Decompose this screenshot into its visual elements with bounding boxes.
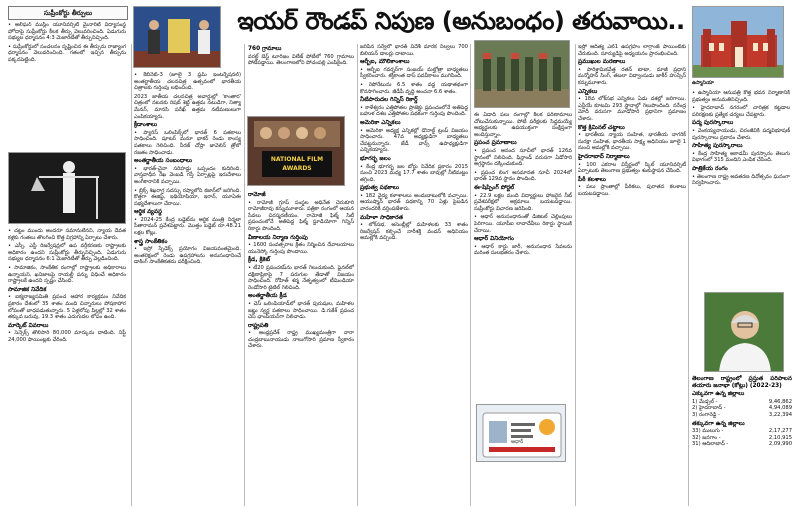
paragraph: • ప్రపంచ లింగ అసమానత సూచీ 2024లో భారత్ 129వ స్థానం పొందింది. xyxy=(474,169,572,183)
divider xyxy=(244,44,245,506)
parade-photo xyxy=(474,40,570,108)
column-1 xyxy=(8,22,126,150)
paragraph: • 2024-25 కేంద్ర బడ్జెట్‌ను ఆర్థిక మంత్రి నిర్మలా సీతారామన్ ప్రవేశపెట్టారు. మొత్తం బడ్జెట్ రూ.48.21 లక్షల కోట్లు. xyxy=(134,216,241,237)
paragraph: • పారిశ్రామికవేత్త రతన్ టాటా, మాజీ ప్రధాని మన్మోహన్ సింగ్, తబలా విద్వాంసుడు జాకీర్ హుస్సేన్ కన్నుమూశారు. xyxy=(578,66,686,86)
divider xyxy=(470,44,471,506)
paragraph: • టీ20 ప్రపంచకప్‌ను భారత్ గెలుచుకుంది. ఫైనల్‌లో దక్షిణాఫ్రికాపై 7 పరుగుల తేడాతో విజయం సాధించింది. రోహిత్ శర్మ నేతృత్వంలో టీమిండియా రెండోసారి టైటిల్ గెలిచింది. xyxy=(248,264,354,291)
section-heading: పీఠీ కలశాలు xyxy=(578,176,606,183)
paragraph: • 182 వైద్య కళాశాలలు అందుబాటులోకి వచ్చాయి. ఆయుష్మాన్ భారత్ పథకాన్ని 70 ఏళ్లు పైబడిన వారందరికీ వర్తింపజేశారు. xyxy=(360,192,468,213)
paragraph: • 1600 సంవత్సరాల క్రితం నిర్మించిన దేవాలయాలు యునెస్కో గుర్తింపు పొందాయి. xyxy=(248,242,354,255)
aadhaar-card-art xyxy=(477,405,566,462)
paragraph: • ఎస్సీ, ఎస్టీ రిజర్వేషన్లలో ఉప వర్గీకరణకు రాష్ట్రాలకు అధికారం ఉందని సుప్రీంకోర్టు తీర్పునిచ్చింది. ఏడుగురు సభ్యుల ధర్మాసనం 6:1 మెజారిటీతో తీర్పు వెల్లడించింది. xyxy=(8,243,126,263)
section-heading: ఆర్థిక వ్యవస్థ xyxy=(134,209,163,216)
section-heading: అంతర్జాతీయ సంబంధాలు xyxy=(134,158,192,165)
paragraph: • కేంద్ర సాహిత్య అకాడమీ పురస్కారం తెలుగు విభాగంలో 315 మందిని ఎంపిక చేసింది. xyxy=(692,150,790,164)
paragraph: • 18వ లోక్‌సభ ఎన్నికలు ఏడు దశల్లో జరిగాయి. ఎన్డీయే కూటమి 293 స్థానాల్లో గెలుపొందింది. నరేంద్ర మోదీ వరుసగా మూడోసారి ప్రధానిగా ప్రమాణం చేశారు. xyxy=(578,96,686,122)
stats-label: 3) రంగారెడ్డి - xyxy=(692,411,720,418)
section-heading: మార్కెట్ వివరాలు xyxy=(8,322,49,329)
column-2 xyxy=(134,72,241,506)
section-heading: ప్రభుత్వ పథకాలు xyxy=(360,185,399,192)
paragraph: వరల్డ్ బెస్ట్ టూరిజం విలేజ్ పోటీలో 760 గ్రామాలు పోటీపడ్డాయి. తెలంగాణలోని పోచంపల్లి ఎంపికైంది. xyxy=(248,53,354,67)
paragraph: • ప్రపంచ ఆనంద సూచీలో భారత్ 126వ స్థానంలో నిలిచింది. ఫిన్లాండ్ వరుసగా ఏడోసారి అగ్రస్థానం దక్కించుకుంది. xyxy=(474,147,572,168)
divider xyxy=(575,44,576,506)
paragraph: • పలు ప్రాంతాల్లో పీఠికలు, పురాతన కలశాలు బయటపడ్డాయి. xyxy=(578,184,686,197)
portrait-photo xyxy=(704,292,784,372)
section-heading: ఆర్బీఐ, మౌలికాంశాలు xyxy=(360,59,410,66)
stats-label: 31) ఆదిలాబాద్ - xyxy=(692,441,729,448)
section-heading: నీటిపారుదల గిన్నిస్ రికార్డ్ xyxy=(360,97,418,104)
section-heading: మహిళా సాధికారత xyxy=(360,214,404,221)
paragraph: • అలీఘర్ ముస్లిం యూనివర్సిటీ మైనారిటీ విద్యాసంస్థ హోదాపై సుప్రీంకోర్టు కీలక తీర్పు వెలువరించింది. ఏడుగురు సభ్యుల ధర్మాసనం 4:3 మెజారిటీతో తీర్పునిచ్చింది. xyxy=(8,22,126,42)
building-caption: ఉస్మానియా xyxy=(692,80,714,86)
paragraph: • 100 ఎకరాల విస్తీర్ణంలో స్కిల్ యూనివర్సిటీ ఏర్పాటుకు తెలంగాణ ప్రభుత్వం శంకుస్థాపన చేసింది. xyxy=(578,161,686,175)
paragraph: • 22.9 లక్షల మంది విద్యార్థులు హాజరైన నీట్ ప్రవేశపరీక్షలో అక్రమాలు బయటపడ్డాయి. సుప్రీంకోర్టు విచారణ జరిపింది. xyxy=(474,192,572,212)
section-heading: ఎన్నికలు xyxy=(578,88,598,95)
stats-row xyxy=(692,405,792,412)
paragraph: • అమెరికా అధ్యక్ష ఎన్నికల్లో డొనాల్డ్ ట్రంప్ విజయం సాధించారు. 47వ అధ్యక్షుడిగా బాధ్యతలు చేపట్టనున్నారు. జేడీ వాన్స్ ఉపాధ్యక్షుడిగా ఎన్నికయ్యారు. xyxy=(360,127,468,154)
film-awards-photo xyxy=(247,116,345,186)
paragraph: ఈ ఏడాది పలు రంగాల్లో కీలక పరిణామాలు చోటుచేసుకున్నాయి. పోటీ పరీక్షలకు సిద్ధమయ్యే అభ్యర్థులకు ఉపయుక్తంగా సంక్షిప్తంగా అందిస్తున్నాం. xyxy=(474,112,572,138)
stats-label: 2) హైదరాబాద్ - xyxy=(692,405,726,412)
paragraph: • సెన్సెక్స్ తొలిసారి 80,000 మార్కును దాటింది. నిఫ్టీ 24,000 పాయింట్లకు చేరింది. xyxy=(8,330,126,343)
section-label: సుప్రీంకోర్టు తీర్పులు xyxy=(8,6,128,20)
stats-value: 9,46,862 xyxy=(768,398,792,405)
paragraph: • కేబినెట్-3 (జూలై 3 ఫ్రమ్ ఇంటర్నేషనల్) అంతర్జాతీయ చలనచిత్ర ఉత్సవంలో భారతీయ చిత్రాలకు గుర్తింపు లభించింది. xyxy=(134,72,241,92)
stats-label: 1) మేడ్చల్ - xyxy=(692,398,718,405)
paragraph: • ఆంధ్రప్రదేశ్ రాష్ట్ర ముఖ్యమంత్రిగా నారా చంద్రబాబునాయుడు నాలుగోసారి ప్రమాణ స్వీకారం చేశారు. xyxy=(248,330,354,350)
building-photo-art xyxy=(693,7,784,78)
stats-low-list xyxy=(692,428,792,448)
paragraph: • ఇస్రో స్పేడెక్స్ ప్రయోగం విజయవంతమైంది. అంతరిక్షంలో రెండు ఉపగ్రహాలను అనుసంధానించే డాకింగ్ సాంకేతికతను పరీక్షించింది. xyxy=(134,246,241,266)
aadhaar-card-photo xyxy=(476,404,566,462)
paragraph: • సుప్రీంకోర్టులో సంచలనం సృష్టించిన ఈ తీర్పును రాజ్యాంగ ధర్మాసనం వెలువరించింది. గతంలో ఇచ్చిన తీర్పును పక్కనపెట్టింది. xyxy=(8,43,126,63)
stats-value: 2,17,277 xyxy=(768,428,792,435)
aadhaar-label: ఆధార్ xyxy=(511,439,524,445)
paragraph: • ప్యారిస్ ఒలింపిక్స్‌లో భారత్ 6 పతకాలు సాధించింది. షూటర్ మనూ భాకర్ రెండు కాంస్య పతకాలు గెలిచింది. నీరజ్ చోప్రా జావెలిన్ త్రోలో రజతం సాధించాడు. xyxy=(134,129,241,156)
stats-row xyxy=(692,441,792,448)
stats-box xyxy=(692,374,792,506)
section-heading: పాత్రికేయ రంగం xyxy=(692,165,728,172)
film-awards-art xyxy=(248,117,345,186)
paragraph: • ఉస్మానియా ఆసుపత్రి కొత్త భవన నిర్మాణానికి ప్రభుత్వం అనుమతినిచ్చింది. xyxy=(692,90,790,103)
paragraph: • లోక్‌సభ, అసెంబ్లీల్లో మహిళలకు 33 శాతం రిజర్వేషన్ కల్పించే నారీశక్తి వందన్ అధినియం అమల్లోకి వచ్చింది. xyxy=(360,222,468,242)
stats-value: 2,09,990 xyxy=(768,441,792,448)
section-heading: సాహిత్య పురస్కారాలు xyxy=(692,143,743,150)
divider xyxy=(357,44,358,506)
paragraph: • ఆర్బీఐ గవర్నర్‌గా సంజయ్ మల్హోత్రా బాధ్యతలు స్వీకరించారు. శక్తికాంత దాస్ పదవీకాలం ముగిసింది. xyxy=(360,66,468,80)
ceremony-photo xyxy=(133,6,221,68)
section-heading: ఈ-షిప్పింగ్ పోర్టల్ xyxy=(474,184,515,191)
stats-value: 4,94,089 xyxy=(768,405,792,412)
portrait-caption: తెలంగాణ రాష్ట్రంలో ప్రస్తుత పరిపాలన తయారు జనాభా (కోట్లు) (2022-23) xyxy=(692,376,792,389)
paragraph: • ఆధార్ అనుసంధానంతో డిజిటల్ చెల్లింపులు పెరిగాయి. యూపీఐ లావాదేవీలు రికార్డు స్థాయికి చేరాయి. xyxy=(474,214,572,234)
paragraph: ఇస్రో ఆదిత్య ఎల్1 ఉపగ్రహం లాగ్రాంజ్ పాయింట్‌కు చేరుకుంది. సూర్యుడిపై అధ్యయనం ప్రారంభించింది. xyxy=(578,44,686,57)
paragraph: • తెలంగాణ రాష్ట్ర అవతరణ దినోత్సవం ఘనంగా నిర్వహించారు. xyxy=(692,173,790,187)
paragraph: • కాళేశ్వరం ఎత్తిపోతల ప్రాజెక్టు ప్రపంచంలోనే అతిపెద్ద బహుళ దశల ఎత్తిపోతల పథకంగా గుర్తింపు పొందింది. xyxy=(360,104,468,118)
paragraph: • రామోజీ గ్రూప్ సంస్థల అధినేత చెరుకూరి రామోజీరావు కన్నుమూశారు. పత్రికా రంగంలో ఆయన సేవలు చిరస్మరణీయం. రామోజీ ఫిల్మ్ సిటీ ప్రపంచంలోనే అతిపెద్ద ఫిల్మ్ స్టూడియోగా గిన్నిస్ రికార్డు పొందింది. xyxy=(248,199,354,232)
section-heading: క్రీడ, క్రికెట్ xyxy=(248,257,271,264)
section-heading: శాస్త్ర సాంకేతికం xyxy=(134,238,168,245)
paragraph: 2023 జాతీయ చలనచిత్ర అవార్డుల్లో 'కాంతార' చిత్రంలో నటనకు రిషబ్ శెట్టి ఉత్తమ నటుడిగా, నిత్యా మేనన్, మానసి పరేఖ్ ఉత్తమ నటీమణులుగా ఎంపికయ్యారు. xyxy=(134,93,241,120)
section-heading: హైదరాబాద్ నిర్మాణాలు xyxy=(578,153,630,160)
stats-value: 2,10,915 xyxy=(768,434,792,441)
section-heading: ప్రపంచ ప్రమాణాలు xyxy=(474,140,517,147)
parade-photo-art xyxy=(475,41,570,108)
paragraph: • ఐక్యరాజ్యసమితి ప్రపంచ ఆహార కార్యక్రమం నివేదిక ప్రకారం దేశంలో 35 శాతం మంది చిన్నారులు పోషకాహార లోపంతో బాధపడుతున్నారు. 5 ఏళ్లలోపు పిల్లల్లో 32 శాతం తక్కువ బరువు, 19.3 శాతం ఎదుగుదల లోపం ఉంది. xyxy=(8,294,126,321)
page-title: ఇయర్ రౌండప్ నిపుణ (అనుబంధం) తరువాయి.. xyxy=(237,7,685,35)
section-heading: రాష్ట్రపతి xyxy=(248,322,269,329)
paragraph: • బ్రిక్స్ శిఖరాగ్ర సదస్సు రష్యాలోని కజాన్‌లో జరిగింది. కొత్తగా ఈజిప్ట్, ఇథియోపియా, ఇరాన్, యూఏఈ సభ్యదేశాలుగా చేరాయి. xyxy=(134,187,241,207)
column-3 xyxy=(248,44,354,114)
paragraph: • సామాజికం, సాంకేతిక రంగాల్లో రాష్ట్రాలకు అధికారాలు ఉన్నాయని, ఖనిజాలపై రాయల్టీ పన్ను విధించే అధికారం రాష్ట్రాలకే ఉందని స్పష్టం చేసింది. xyxy=(8,264,126,285)
divider xyxy=(688,44,689,506)
building-photo xyxy=(692,6,784,78)
stats-title: ఎక్కువగా ఉన్న జిల్లాలు xyxy=(692,391,745,398)
paragraph: • భారతీయ న్యాయ సంహిత, భారతీయ నాగరిక్ సురక్షా సంహిత, భారతీయ సాక్ష్య అధినియం జూలై 1 నుంచి అమల్లోకి వచ్చాయి. xyxy=(578,132,686,152)
paragraph: • కేంద్ర భూగర్భ జల బోర్డు నివేదిక ప్రకారం 2015 నుంచి 2023 మధ్య 17.7 శాతం బావుల్లో నీటిమట్టం తగ్గింది. xyxy=(360,163,468,183)
justice-statue-photo xyxy=(8,152,126,224)
section-heading: వీణాలయ నిర్మాణ గుర్తింపు xyxy=(248,234,308,241)
section-heading: రామోజీ xyxy=(248,192,266,198)
column-4 xyxy=(360,44,468,506)
stats-label: 32) జనగాం - xyxy=(692,434,721,441)
section-heading: 760 గ్రామాలు xyxy=(248,46,282,52)
paragraph: • చట్టం ముందు అందరూ సమానులేనని, న్యాయ దేవత కళ్లకు గంతలు తొలగించి కొత్త విగ్రహాన్ని ఏర్పాటు చేశారు. xyxy=(8,228,126,241)
paragraph: • ఆధార్ కార్డు జారీ, అనుసంధాన సేవలను మరింత సులభతరం చేశారు. xyxy=(474,243,572,257)
paragraph: • వెంకయ్యనాయుడు, చిరంజీవికి పద్మవిభూషణ్ పురస్కారాలు ప్రదానం చేశారు. xyxy=(692,127,790,141)
section-heading: అమెరికా ఎన్నికలు xyxy=(360,119,401,126)
section-heading: ఆధార్ వినియోగం xyxy=(474,236,514,243)
section-heading: అంతర్జాతీయ క్రీడ xyxy=(248,293,287,300)
stats-low-title: తక్కువగా ఉన్న జిల్లాలు xyxy=(692,420,745,427)
stats-row xyxy=(692,428,792,435)
paragraph: • హైదరాబాద్ నగరంలో చారిత్రక కట్టడాల పరిరక్షణకు ప్రత్యేక చర్యలు చేపట్టారు. xyxy=(692,105,790,118)
section-heading: ప్రముఖుల మరణాలు xyxy=(578,59,626,66)
column-5 xyxy=(474,112,572,402)
paragraph: • రెపోరేటును 6.5 శాతం వద్ద యథాతథంగా కొనసాగించారు. జీడీపీ వృద్ధి అంచనా 6.6 శాతం. xyxy=(360,81,468,95)
section-heading: సామాజిక నివేదిక xyxy=(8,286,47,293)
section-heading: భూగర్భ జలం xyxy=(360,155,391,162)
stats-label: 33) ములుగు - xyxy=(692,428,724,435)
paragraph: జరిపిన సర్వేలో భారత్ విదేశీ మారక నిల్వలు 700 బిలియన్ డాలర్లు దాటాయి. xyxy=(360,44,468,57)
justice-statue-art xyxy=(9,153,126,224)
paragraph: • చెస్ ఒలింపియాడ్‌లో భారత్ పురుషుల, మహిళల జట్లు స్వర్ణ పతకాలు సాధించాయి. డి.గుకేశ్ ప్రపంచ చెస్ ఛాంపియన్‌గా నిలిచాడు. xyxy=(248,300,354,321)
section-heading: కొత్త క్రిమినల్ చట్టాలు xyxy=(578,124,625,131)
stats-top-list xyxy=(692,399,792,419)
column-3-lower xyxy=(248,190,354,506)
ceremony-photo-art xyxy=(134,7,221,68)
column-1-lower xyxy=(8,228,126,506)
stats-row xyxy=(692,412,792,419)
paragraph: • భారత్-చైనా సరిహద్దు ఒప్పందం కుదిరింది. వాస్తవాధీన రేఖ వెంబడి గస్తీ ఏర్పాట్లపై ఇరుదేశాలు అంగీకారానికి వచ్చాయి. xyxy=(134,165,241,185)
portrait-art xyxy=(705,293,784,372)
section-heading: పద్మ పురస్కారాలు xyxy=(692,120,734,127)
divider xyxy=(131,44,132,506)
stats-value: 3,22,394 xyxy=(768,411,792,418)
column-6 xyxy=(578,44,686,506)
film-awards-label: NATIONAL FILM AWARDS xyxy=(270,156,324,172)
section-heading: క్రీడాంశాలు xyxy=(134,122,158,129)
column-7 xyxy=(692,90,790,290)
